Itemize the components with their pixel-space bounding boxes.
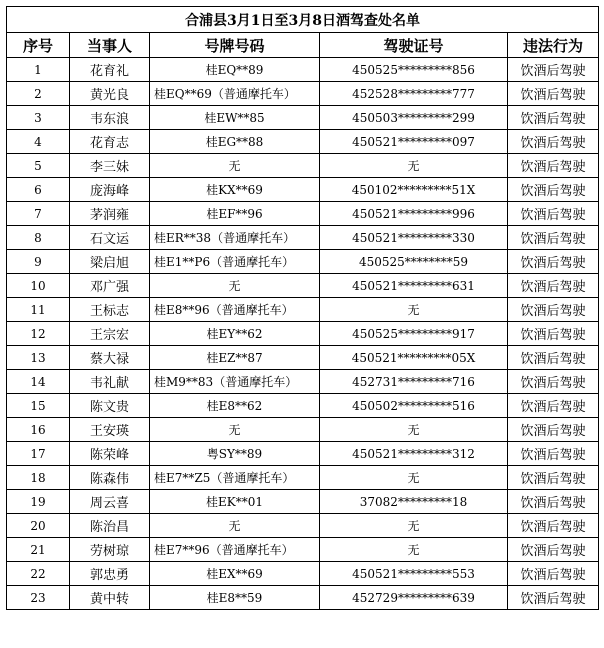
row-license: 450102*********51X [320, 178, 508, 202]
row-license: 450521*********05X [320, 346, 508, 370]
header-violation: 违法行为 [508, 33, 599, 58]
row-license: 450521*********097 [320, 130, 508, 154]
document-title: 合浦县3月1日至3月8日酒驾查处名单 [7, 7, 599, 33]
row-index: 5 [7, 154, 70, 178]
row-violation: 饮酒后驾驶 [508, 394, 599, 418]
row-party: 劳树琼 [70, 538, 150, 562]
row-license: 450521*********996 [320, 202, 508, 226]
row-plate: 桂E1**P6（普通摩托车） [150, 250, 320, 274]
row-index: 20 [7, 514, 70, 538]
row-plate: 桂EZ**87 [150, 346, 320, 370]
table-row [7, 346, 599, 370]
row-plate: 桂EG**88 [150, 130, 320, 154]
row-party: 庞海峰 [70, 178, 150, 202]
row-violation: 饮酒后驾驶 [508, 58, 599, 82]
row-license: 无 [320, 514, 508, 538]
row-violation: 饮酒后驾驶 [508, 250, 599, 274]
row-plate: 桂EF**96 [150, 202, 320, 226]
row-license: 37082*********18 [320, 490, 508, 514]
row-license: 450503*********299 [320, 106, 508, 130]
row-plate: 无 [150, 514, 320, 538]
table-row [7, 298, 599, 322]
row-index: 12 [7, 322, 70, 346]
row-party: 蔡大禄 [70, 346, 150, 370]
row-party: 茅润雍 [70, 202, 150, 226]
row-violation: 饮酒后驾驶 [508, 298, 599, 322]
table-row [7, 466, 599, 490]
table-row [7, 250, 599, 274]
table-row [7, 490, 599, 514]
row-party: 梁启旭 [70, 250, 150, 274]
row-index: 11 [7, 298, 70, 322]
row-violation: 饮酒后驾驶 [508, 514, 599, 538]
row-index: 21 [7, 538, 70, 562]
row-plate: 桂E7**Z5（普通摩托车） [150, 466, 320, 490]
table-row [7, 322, 599, 346]
row-license: 452528*********777 [320, 82, 508, 106]
row-license: 450525*********856 [320, 58, 508, 82]
row-license: 无 [320, 466, 508, 490]
table-row [7, 58, 599, 82]
table-row [7, 106, 599, 130]
table-row [7, 226, 599, 250]
row-license: 无 [320, 154, 508, 178]
row-license: 450525*********917 [320, 322, 508, 346]
row-license: 452729*********639 [320, 586, 508, 610]
row-party: 陈治昌 [70, 514, 150, 538]
row-violation: 饮酒后驾驶 [508, 106, 599, 130]
row-party: 黄中转 [70, 586, 150, 610]
row-plate: 桂E8**62 [150, 394, 320, 418]
row-license: 450525********59 [320, 250, 508, 274]
row-index: 15 [7, 394, 70, 418]
row-index: 8 [7, 226, 70, 250]
header-row [7, 33, 599, 58]
row-violation: 饮酒后驾驶 [508, 490, 599, 514]
table-row [7, 178, 599, 202]
row-violation: 饮酒后驾驶 [508, 178, 599, 202]
row-plate: 无 [150, 418, 320, 442]
row-index: 18 [7, 466, 70, 490]
row-license: 450521*********312 [320, 442, 508, 466]
row-license: 450502*********516 [320, 394, 508, 418]
row-plate: 无 [150, 154, 320, 178]
row-party: 韦礼献 [70, 370, 150, 394]
row-party: 花育礼 [70, 58, 150, 82]
table-row [7, 586, 599, 610]
row-plate: 桂ER**38（普通摩托车） [150, 226, 320, 250]
table-row [7, 82, 599, 106]
row-index: 2 [7, 82, 70, 106]
table-row [7, 418, 599, 442]
row-violation: 饮酒后驾驶 [508, 154, 599, 178]
row-index: 16 [7, 418, 70, 442]
row-party: 陈森伟 [70, 466, 150, 490]
row-violation: 饮酒后驾驶 [508, 226, 599, 250]
row-plate: 桂EX**69 [150, 562, 320, 586]
table-row [7, 154, 599, 178]
row-license: 450521*********330 [320, 226, 508, 250]
row-violation: 饮酒后驾驶 [508, 442, 599, 466]
row-license: 452731*********716 [320, 370, 508, 394]
table-row [7, 370, 599, 394]
header-index: 序号 [7, 33, 70, 58]
row-license: 450521*********553 [320, 562, 508, 586]
row-index: 3 [7, 106, 70, 130]
row-plate: 桂M9**83（普通摩托车） [150, 370, 320, 394]
table-row [7, 394, 599, 418]
row-plate: 桂E8**96（普通摩托车） [150, 298, 320, 322]
row-violation: 饮酒后驾驶 [508, 562, 599, 586]
row-party: 邓广强 [70, 274, 150, 298]
table-row [7, 442, 599, 466]
header-party: 当事人 [70, 33, 150, 58]
row-plate: 桂EW**85 [150, 106, 320, 130]
table-row [7, 130, 599, 154]
row-violation: 饮酒后驾驶 [508, 202, 599, 226]
title-row [7, 7, 599, 33]
row-violation: 饮酒后驾驶 [508, 274, 599, 298]
row-violation: 饮酒后驾驶 [508, 82, 599, 106]
row-violation: 饮酒后驾驶 [508, 466, 599, 490]
row-license: 450521*********631 [320, 274, 508, 298]
row-plate: 桂KX**69 [150, 178, 320, 202]
row-index: 4 [7, 130, 70, 154]
row-plate: 桂E8**59 [150, 586, 320, 610]
row-index: 9 [7, 250, 70, 274]
row-index: 1 [7, 58, 70, 82]
row-violation: 饮酒后驾驶 [508, 370, 599, 394]
row-violation: 饮酒后驾驶 [508, 130, 599, 154]
row-violation: 饮酒后驾驶 [508, 418, 599, 442]
row-party: 周云喜 [70, 490, 150, 514]
row-plate: 桂E7**96（普通摩托车） [150, 538, 320, 562]
row-party: 陈文贵 [70, 394, 150, 418]
row-index: 6 [7, 178, 70, 202]
row-violation: 饮酒后驾驶 [508, 538, 599, 562]
row-party: 王安瑛 [70, 418, 150, 442]
row-index: 7 [7, 202, 70, 226]
row-party: 郭忠勇 [70, 562, 150, 586]
row-index: 22 [7, 562, 70, 586]
row-index: 10 [7, 274, 70, 298]
row-index: 13 [7, 346, 70, 370]
table-row [7, 538, 599, 562]
row-plate: 桂EQ**69（普通摩托车） [150, 82, 320, 106]
row-plate: 无 [150, 274, 320, 298]
dui-list-table [6, 6, 599, 610]
table-row [7, 202, 599, 226]
row-violation: 饮酒后驾驶 [508, 586, 599, 610]
table-row [7, 514, 599, 538]
row-plate: 桂EK**01 [150, 490, 320, 514]
document-sheet [6, 6, 598, 610]
row-plate: 桂EY**62 [150, 322, 320, 346]
row-plate: 粤SY**89 [150, 442, 320, 466]
row-party: 花育志 [70, 130, 150, 154]
row-party: 石文运 [70, 226, 150, 250]
row-index: 14 [7, 370, 70, 394]
row-index: 19 [7, 490, 70, 514]
row-license: 无 [320, 538, 508, 562]
row-license: 无 [320, 298, 508, 322]
row-party: 韦东浪 [70, 106, 150, 130]
table-row [7, 562, 599, 586]
row-party: 王宗宏 [70, 322, 150, 346]
row-party: 李三妹 [70, 154, 150, 178]
header-plate: 号牌号码 [150, 33, 320, 58]
table-row [7, 274, 599, 298]
row-party: 陈荣峰 [70, 442, 150, 466]
row-party: 王标志 [70, 298, 150, 322]
row-license: 无 [320, 418, 508, 442]
row-plate: 桂EQ**89 [150, 58, 320, 82]
row-index: 17 [7, 442, 70, 466]
row-index: 23 [7, 586, 70, 610]
row-party: 黄光良 [70, 82, 150, 106]
row-violation: 饮酒后驾驶 [508, 346, 599, 370]
row-violation: 饮酒后驾驶 [508, 322, 599, 346]
header-license: 驾驶证号 [320, 33, 508, 58]
